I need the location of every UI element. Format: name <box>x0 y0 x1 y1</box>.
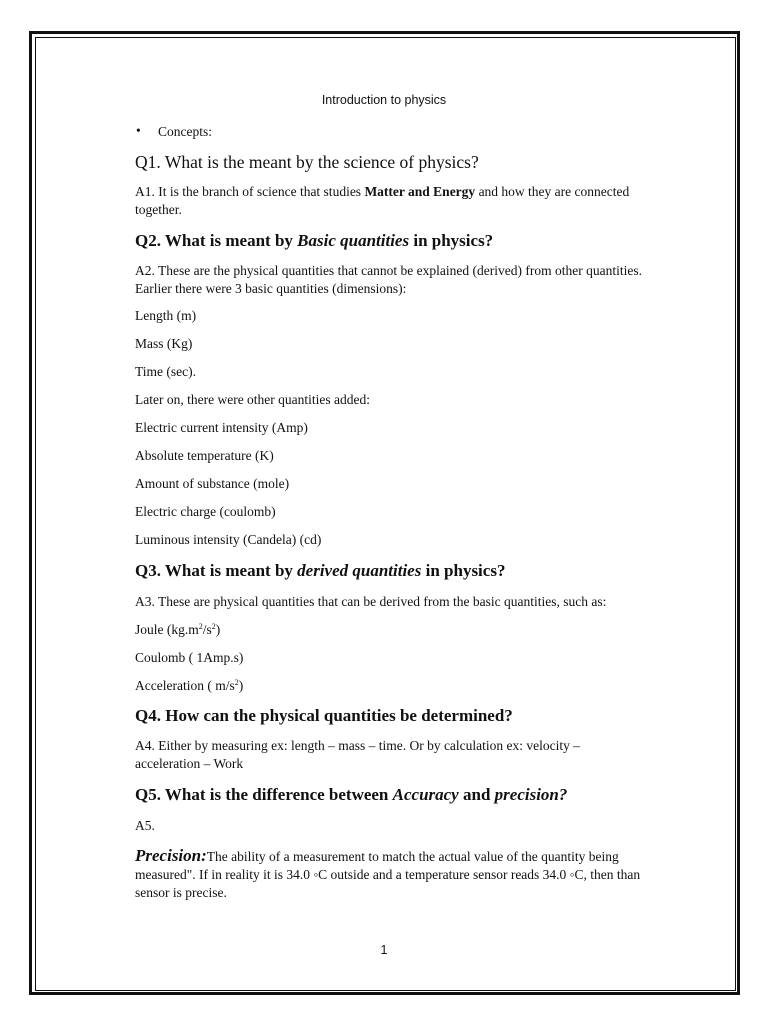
answer-2-line-1: A2. These are the physical quantities that cannot be explained (derived) from other quantities. <box>135 263 642 278</box>
question-5-heading: Q5. What is the difference between Accuracy and precision? <box>135 785 568 804</box>
question-4-heading: Q4. How can the physical quantities be determined? <box>135 706 513 725</box>
added-quantity-luminous: Luminous intensity (Candela) (cd) <box>135 532 322 547</box>
derived-coulomb: Coulomb ( 1Amp.s) <box>135 650 244 665</box>
precision-line-1: Precision:The ability of a measurement to match the actual value of the quantity being <box>135 846 619 865</box>
precision-term: Precision: <box>135 846 207 865</box>
basic-quantity-time: Time (sec). <box>135 364 196 379</box>
precision-line-3: sensor is precise. <box>135 885 227 900</box>
page-number: 1 <box>380 943 388 957</box>
answer-3-text: A3. These are physical quantities that can be derived from the basic quantities, such as: <box>135 594 607 609</box>
later-added-text: Later on, there were other quantities added: <box>135 392 371 407</box>
question-3-heading: Q3. What is meant by derived quantities in physics? <box>135 561 506 580</box>
answer-2-line-2: Earlier there were 3 basic quantities (dimensions): <box>135 281 407 296</box>
page-title: Introduction to physics <box>321 93 447 107</box>
added-quantity-charge: Electric charge (coulomb) <box>135 504 276 519</box>
added-quantity-current: Electric current intensity (Amp) <box>135 420 308 435</box>
basic-quantity-mass: Mass (Kg) <box>135 336 193 351</box>
answer-1-line-2: together. <box>135 202 182 217</box>
added-quantity-temperature: Absolute temperature (K) <box>135 448 274 463</box>
basic-quantity-length: Length (m) <box>135 308 197 323</box>
question-1-heading: Q1. What is the meant by the science of physics? <box>135 152 479 172</box>
answer-5-label: A5. <box>135 818 155 833</box>
bullet-icon: • <box>136 123 141 138</box>
added-quantity-substance: Amount of substance (mole) <box>135 476 290 491</box>
answer-4-line-1: A4. Either by measuring ex: length – mass – time. Or by calculation ex: velocity – <box>135 738 581 753</box>
derived-joule: Joule $(kg.m^2/s^2)$ <box>135 622 221 637</box>
precision-line-2: measured". If in reality it is 34.0 ◦C outside and a temperature sensor reads 34.0 ◦C, then than <box>135 867 641 882</box>
bullet-concepts: Concepts: <box>158 124 212 139</box>
answer-1-line-1: A1. It is the branch of science that studies Matter and Energy and how they are connected <box>135 184 630 199</box>
answer-4-line-2: acceleration – Work <box>135 756 244 771</box>
question-2-heading: Q2. What is meant by Basic quantities in physics? <box>135 231 494 250</box>
derived-acceleration: Acceleration ( $m/s^2$) <box>135 678 244 693</box>
